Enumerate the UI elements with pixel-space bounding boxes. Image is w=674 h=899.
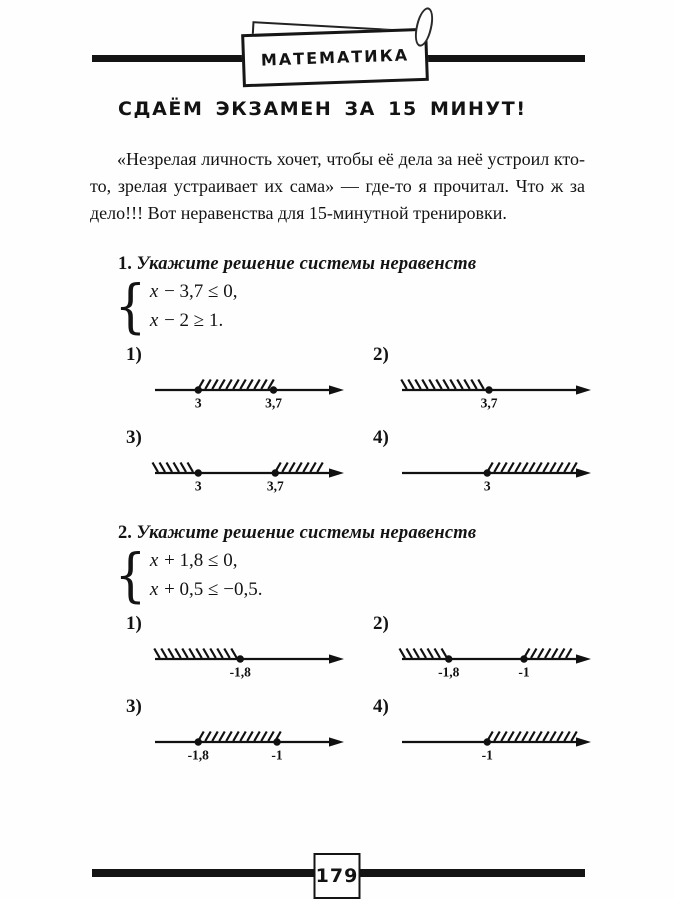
point-label: 3 [194, 478, 202, 494]
point-label: -1,8 [438, 664, 460, 680]
system-lines [150, 281, 238, 332]
problem-prompt: Укажите решение системы неравенств [136, 523, 477, 544]
option-label: 4) [373, 696, 389, 718]
problem-heading [118, 523, 585, 544]
answer-option [337, 613, 595, 682]
answer-option [90, 613, 337, 682]
system-lines [150, 550, 263, 601]
option-label: 3) [126, 427, 142, 449]
problem-heading [118, 254, 585, 275]
number-line-diagram [399, 720, 595, 765]
problem-block [90, 523, 585, 765]
answer-option [90, 696, 337, 765]
page-number: 179 [315, 865, 359, 887]
system-line: x − 2 ≥ 1. [149, 310, 224, 332]
system-brace: { [114, 272, 147, 340]
intro-paragraph: «Незрелая личность хочет, чтобы её дела за неё устроил кто-то, зрелая устраивает их сама» — где-то я прочитал. Что ж за дело!!! Вот неравенства для 15-минутной тренировки. [90, 149, 585, 223]
answer-option [90, 427, 337, 496]
option-label: 2) [373, 344, 389, 366]
number-line-diagram [152, 368, 348, 413]
answer-option [337, 696, 595, 765]
point-label: 3,7 [480, 395, 498, 411]
point-label: -1 [271, 747, 283, 763]
number-line-diagram [152, 637, 348, 682]
answer-option [337, 344, 595, 413]
page-title: СДАЁМ ЭКЗАМЕН ЗА 15 МИНУТ! [118, 98, 527, 120]
page-number-box [314, 853, 361, 899]
option-label: 1) [126, 344, 142, 366]
point-label: -1,8 [187, 747, 209, 763]
system-brace: { [114, 541, 147, 610]
point-label: 3,7 [265, 395, 282, 411]
point-label: -1 [481, 747, 493, 763]
problem-block [90, 254, 585, 496]
point-label: 3,7 [266, 478, 284, 494]
system-line: x + 0,5 ≤ −0,5. [149, 579, 263, 601]
options-grid [90, 344, 585, 496]
problem-prompt: Укажите решение системы неравенств [136, 254, 477, 274]
option-label: 4) [373, 427, 389, 449]
problem-number: 1. [118, 254, 132, 274]
option-label: 2) [373, 613, 389, 635]
answer-option [90, 344, 337, 413]
problems-section [90, 254, 585, 765]
point-label: -1,8 [229, 664, 251, 680]
subject-badge [239, 16, 435, 94]
subject-badge-label: МАТЕМАТИКА [260, 45, 410, 70]
system-line: x − 3,7 ≤ 0, [149, 281, 238, 303]
options-grid [90, 613, 585, 765]
problem-number: 2. [118, 523, 132, 544]
paperclip-icon [412, 6, 437, 49]
answer-option [337, 427, 595, 496]
number-line-diagram [399, 451, 595, 496]
inequality-system [112, 272, 585, 340]
system-line: x + 1,8 ≤ 0, [149, 550, 238, 572]
badge-front-sheet [241, 28, 429, 87]
number-line-diagram [152, 720, 348, 765]
option-label: 1) [126, 613, 142, 635]
option-label: 3) [126, 696, 142, 718]
point-label: 3 [194, 395, 202, 411]
page-content [90, 98, 585, 765]
point-label: 3 [483, 478, 491, 494]
point-label: -1 [518, 664, 530, 680]
number-line-diagram [152, 451, 348, 496]
number-line-diagram [399, 637, 595, 682]
number-line-diagram [399, 368, 595, 413]
inequality-system [112, 541, 585, 610]
